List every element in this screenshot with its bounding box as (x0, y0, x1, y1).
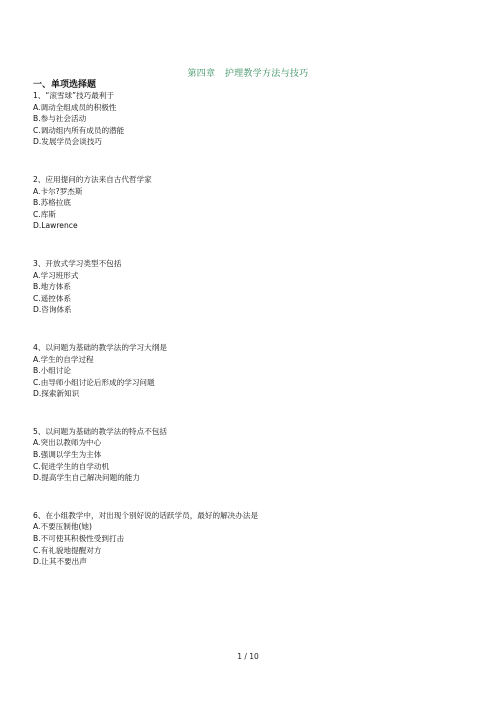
option-d: D.探索新知识 (33, 389, 80, 399)
option-a: A.不要压制他(她) (33, 522, 92, 532)
option-b: B.小组讨论 (33, 366, 71, 376)
option-b: B.强调以学生为主体 (33, 450, 102, 460)
option-a: A.卡尔?罗杰斯 (33, 186, 83, 196)
option-c: C.有礼貌地提醒对方 (33, 545, 102, 555)
question-6 (33, 510, 463, 568)
question-stem: 3、开放式学习类型不包括 (33, 258, 122, 268)
option-c: C.库斯 (33, 209, 56, 219)
question-list (33, 90, 463, 594)
page-number: 1 / 10 (237, 652, 259, 661)
option-a: A.学习班形式 (33, 270, 79, 280)
question-stem: 4、以问题为基础的教学法的学习大纲是 (33, 342, 167, 352)
question-stem: 2、应用提问的方法来自古代哲学家 (33, 174, 152, 184)
option-c: C.遥控体系 (33, 293, 72, 303)
option-a: A.学生的自学过程 (33, 354, 94, 364)
option-c: C.由导师小组讨论后形成的学习问题 (33, 377, 155, 387)
option-d: D.让其不要出声 (33, 557, 87, 567)
option-b: B.参与社会活动 (33, 114, 87, 124)
option-b: B.苏格拉底 (33, 198, 71, 208)
option-d: D.咨询体系 (33, 305, 72, 315)
question-4 (33, 342, 463, 400)
option-a: A.调动全组成员的积极性 (33, 102, 117, 112)
option-c: C.调动组内所有成员的潜能 (33, 125, 125, 135)
question-3 (33, 258, 463, 316)
option-d: D.发展学员会谈技巧 (33, 137, 103, 147)
option-c: C.促进学生的自学动机 (33, 461, 110, 471)
option-d: D.Lawrence (33, 221, 78, 231)
question-stem: 1、“滚雪球”技巧最利于 (33, 91, 115, 100)
question-stem: 5、以问题为基础的教学法的特点不包括 (33, 426, 167, 436)
option-b: B.不可使其积极性受到打击 (33, 534, 125, 544)
option-d: D.提高学生自己解决问题的能力 (33, 473, 140, 483)
option-a: A.突出以教师为中心 (33, 438, 102, 448)
question-stem: 6、在小组教学中，对出现个别好说的话跃学员，最好的解决办法是 (33, 510, 259, 520)
question-5 (33, 426, 463, 484)
option-b: B.地方体系 (33, 282, 71, 292)
question-1 (33, 90, 463, 148)
section-heading: 一、单项选择题 (33, 80, 97, 90)
question-2 (33, 174, 463, 232)
page-title: 第四章 护理教学方法与技巧 (187, 69, 309, 79)
